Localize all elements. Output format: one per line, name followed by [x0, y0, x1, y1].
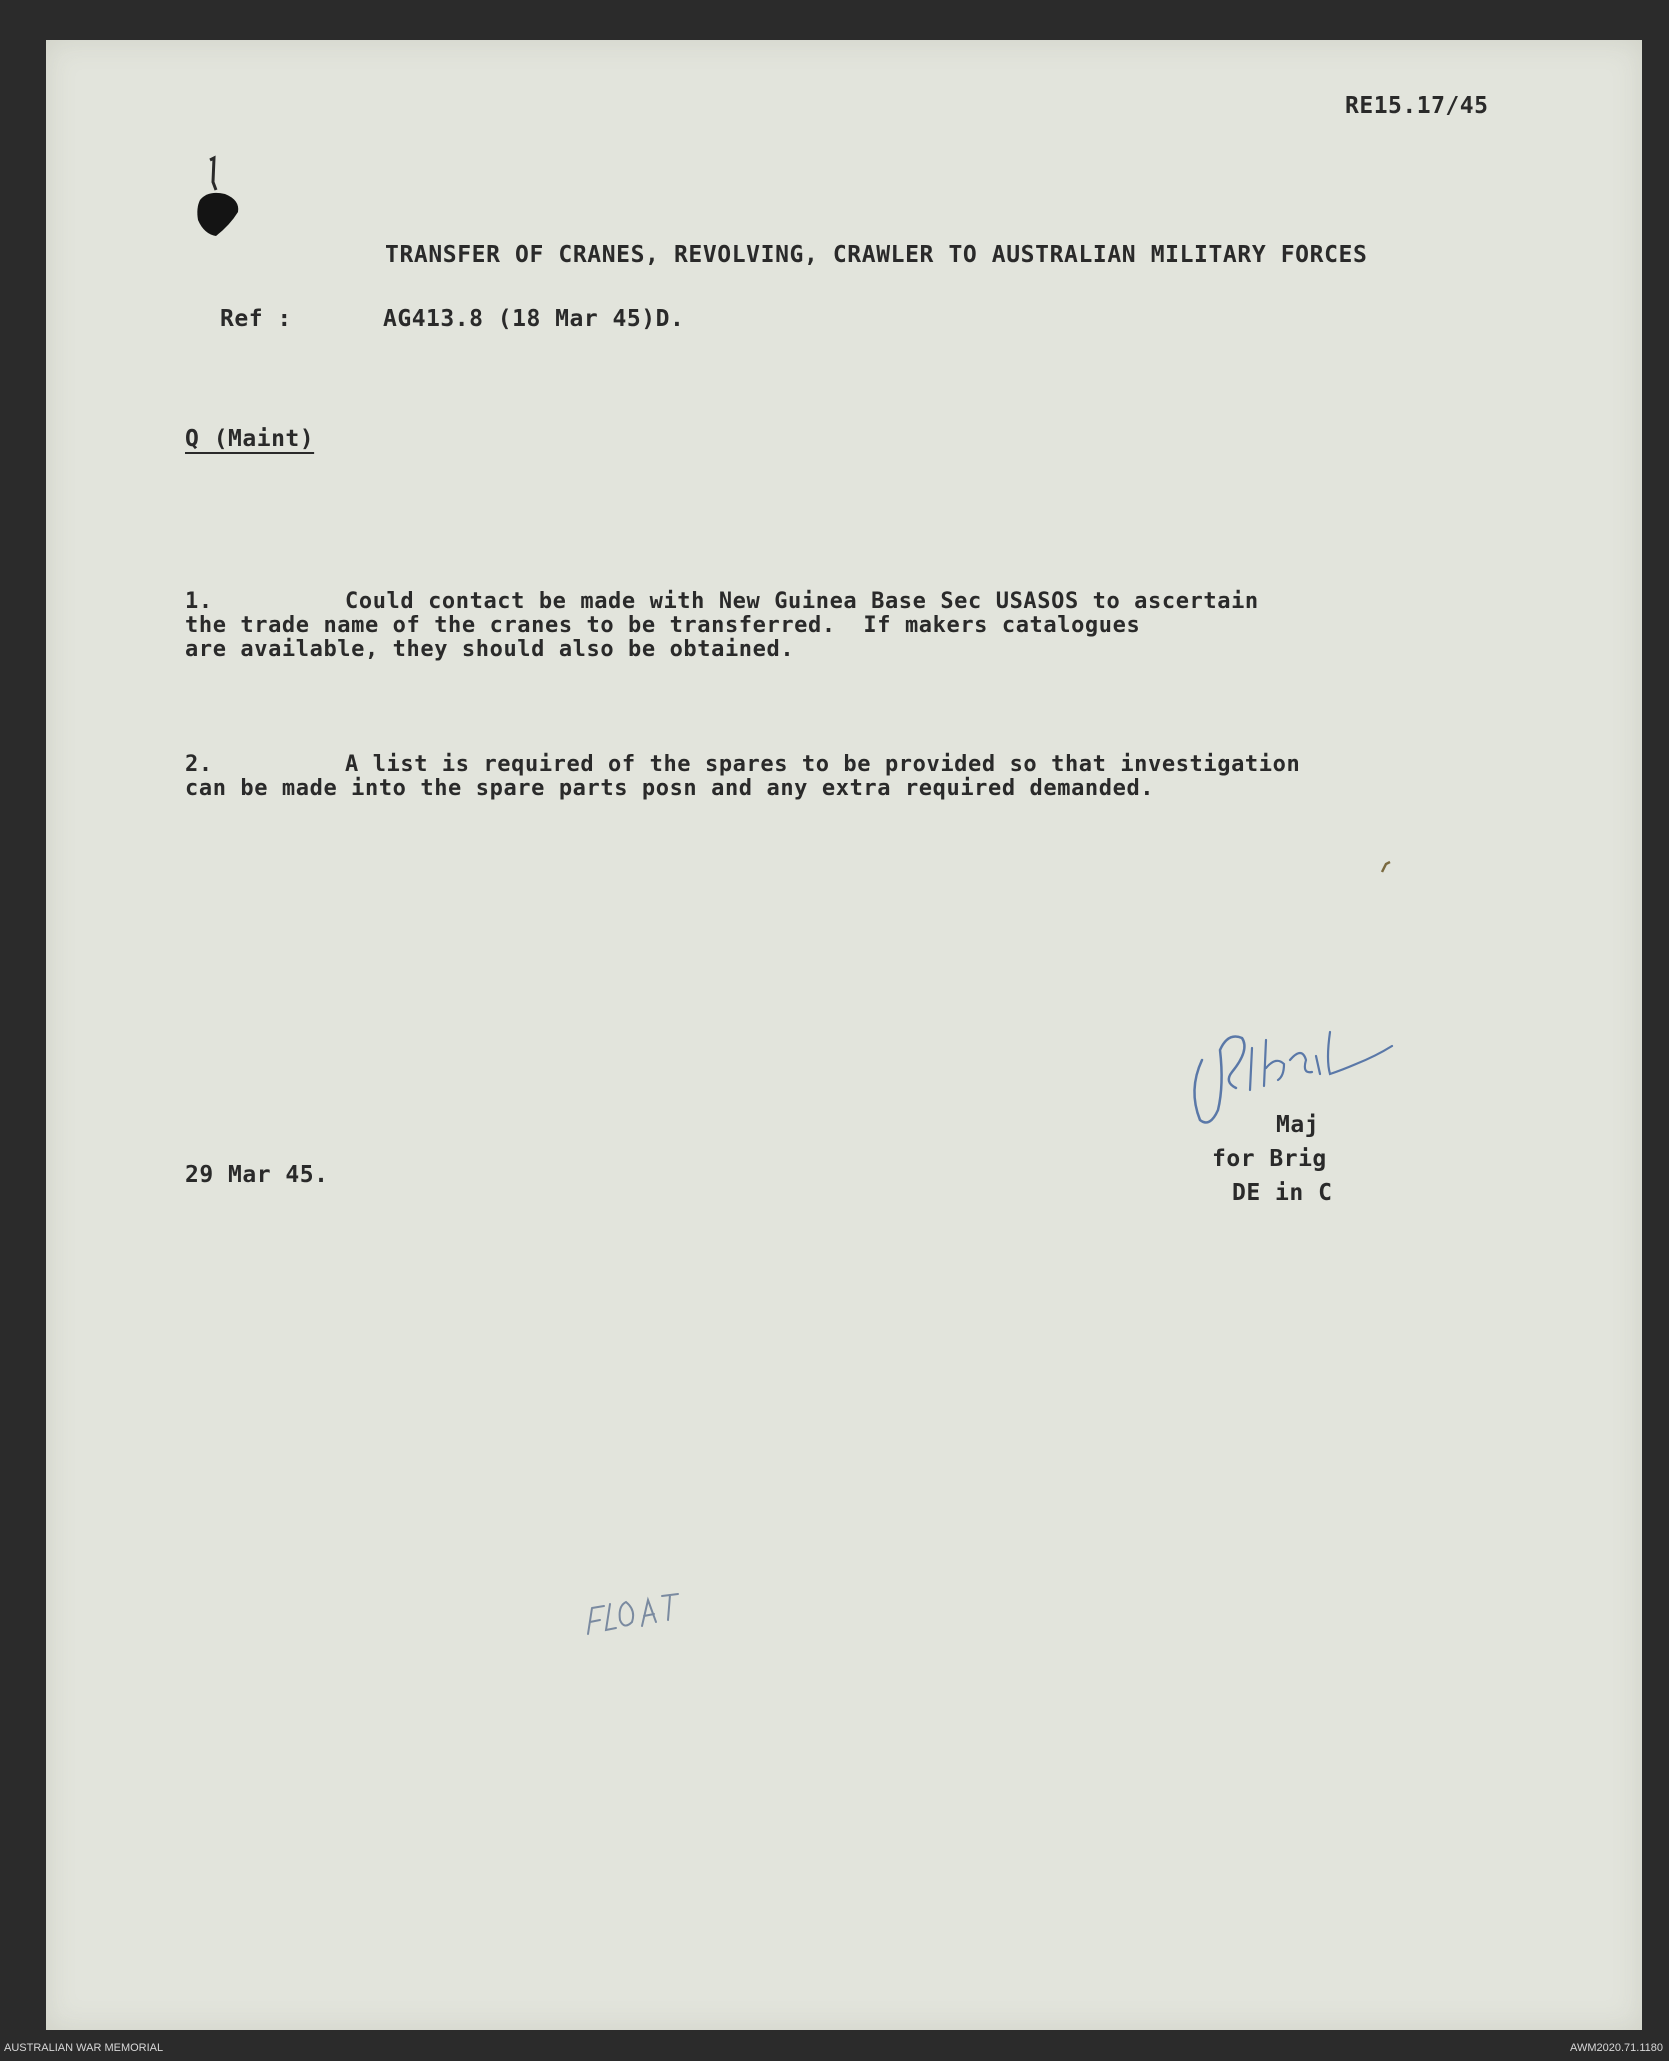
paragraph-line: can be made into the spare parts posn and any extra required demanded.	[185, 776, 1155, 801]
paragraph-line: A list is required of the spares to be provided so that investigation	[345, 752, 1301, 777]
paragraph-number: 1.	[185, 589, 213, 614]
paragraph-2	[185, 753, 1535, 801]
document-title: TRANSFER OF CRANES, REVOLVING, CRAWLER TO AUSTRALIAN MILITARY FORCES	[385, 242, 1368, 268]
ref-label: Ref :	[220, 306, 292, 332]
signatory-appointment: DE in C	[1232, 1180, 1333, 1206]
document-date: 29 Mar 45.	[185, 1162, 329, 1188]
addressee: Q (Maint)	[185, 426, 315, 452]
footer-archive-name: AUSTRALIAN WAR MEMORIAL	[4, 2042, 164, 2054]
paragraph-1	[185, 590, 1485, 662]
paragraph-line: are available, they should also be obtained.	[185, 637, 795, 662]
paragraph-line: Could contact be made with New Guinea Base Sec USASOS to ascertain	[345, 589, 1259, 614]
handwritten-float-note	[582, 1586, 702, 1646]
signatory-rank: Maj	[1276, 1112, 1320, 1138]
handwritten-signature	[1180, 990, 1430, 1130]
ref-value: AG413.8 (18 Mar 45)D.	[383, 306, 685, 332]
ink-speck	[1380, 860, 1392, 874]
reference-code: RE15.17/45	[1345, 93, 1489, 119]
paper-damage-hole	[180, 150, 260, 260]
signatory-for: for Brig	[1212, 1146, 1327, 1172]
footer-archive-id: AWM2020.71.1180	[1570, 2042, 1663, 2054]
paragraph-line: the trade name of the cranes to be transferred. If makers catalogues	[185, 613, 1141, 638]
paragraph-number: 2.	[185, 752, 213, 777]
